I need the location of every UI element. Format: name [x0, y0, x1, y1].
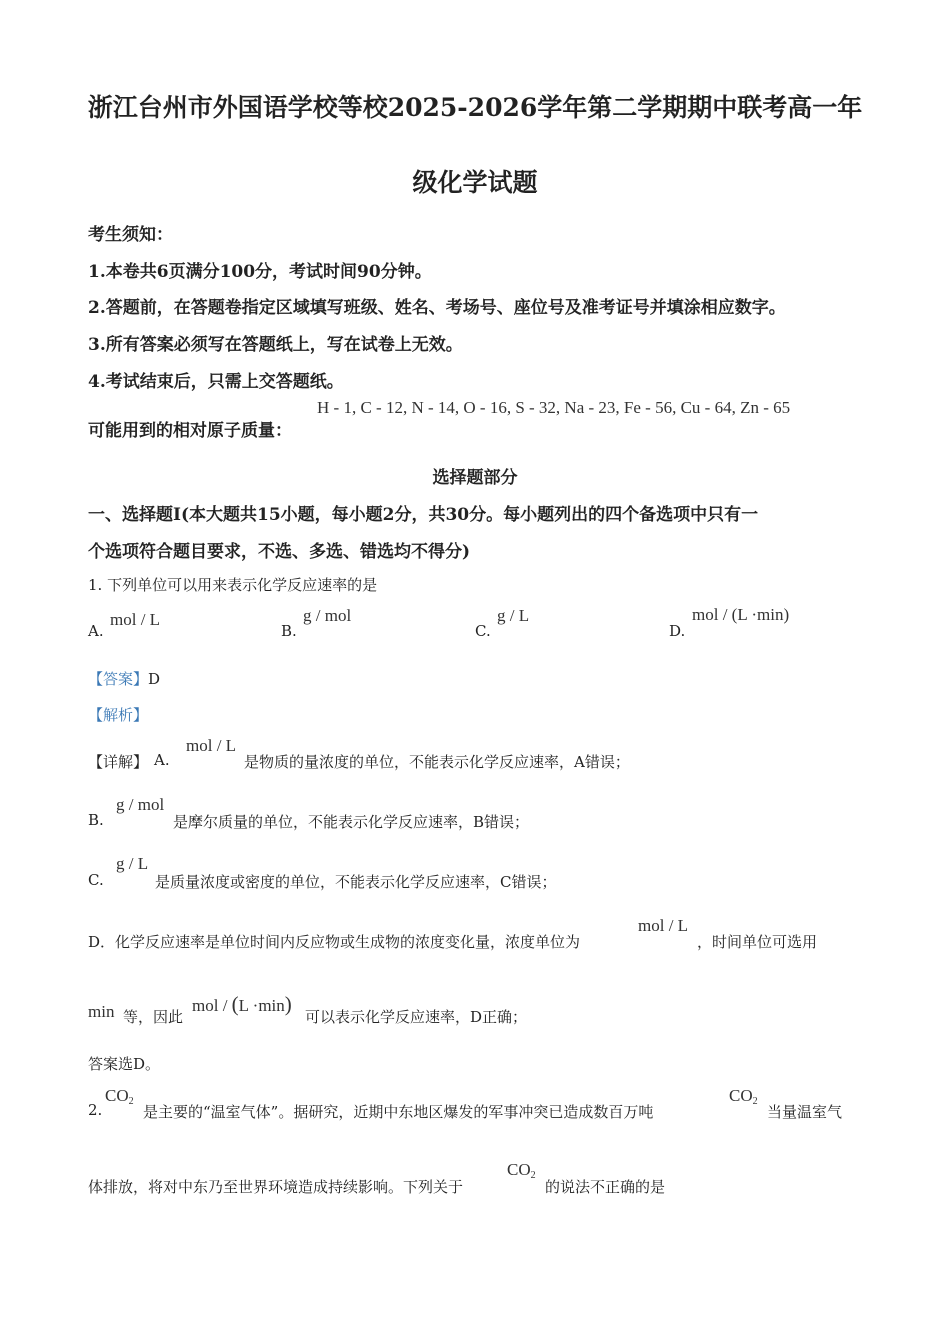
- part-instructions-line2: 个选项符合题目要求，不选、多选、错选均不得分): [88, 542, 471, 562]
- co2-formula-2: $CO_2$: [729, 1086, 758, 1107]
- detail-d-unit-1: mol / L: [638, 916, 689, 935]
- section-heading: 选择题部分: [432, 468, 518, 488]
- conclusion: 答案选D。: [88, 1055, 161, 1073]
- option-b-unit: g / mol: [303, 606, 352, 625]
- notice-item-1: 1.本卷共6页满分100分，考试时间90分钟。: [88, 262, 432, 282]
- notice-heading: 考生须知：: [88, 225, 173, 245]
- detail-c-unit: g / L: [116, 854, 149, 873]
- atomic-mass-values: H - 1, C - 12, N - 14, O - 16, S - 32, Na - 23, Fe - 56, Cu - 64, Zn - 65: [317, 398, 791, 417]
- detail-tag: 【详解】: [88, 753, 149, 771]
- notice-item-3: 3.所有答案必须写在答题纸上，写在试卷上无效。: [88, 335, 463, 355]
- option-a-letter: A.: [88, 622, 104, 640]
- option-b-letter: B.: [281, 622, 297, 640]
- detail-a-text: 是物质的量浓度的单位，不能表示化学反应速率，A错误；: [244, 753, 630, 771]
- option-d-unit: mol / (L ·min): [692, 605, 790, 624]
- question-2-number: 2.: [88, 1101, 103, 1119]
- detail-b-unit: g / mol: [116, 795, 165, 814]
- detail-c-text: 是质量浓度或密度的单位，不能表示化学反应速率，C错误；: [155, 873, 557, 891]
- question-2-text-1: 是主要的“温室气体”。据研究，近期中东地区爆发的军事冲突已造成数百万吨: [143, 1103, 654, 1121]
- detail-b-text: 是摩尔质量的单位，不能表示化学反应速率，B错误；: [173, 813, 530, 831]
- analysis-tag: 【解析】: [88, 706, 149, 724]
- question-1-stem: 1. 下列单位可以用来表示化学反应速率的是: [88, 576, 378, 594]
- page-title-line2: 级化学试题: [412, 168, 538, 197]
- detail-d-text-3: 等，因此: [123, 1008, 184, 1026]
- answer-value: D: [148, 670, 161, 688]
- option-c-letter: C.: [475, 622, 491, 640]
- page-title-line1: 浙江台州市外国语学校等校2025-2026学年第二学期期中联考高一年: [87, 93, 863, 122]
- answer-tag: 【答案】: [88, 670, 149, 688]
- detail-a-unit: mol / L: [186, 736, 237, 755]
- detail-d-unit-3: mol / (L ·min): [192, 992, 292, 1016]
- question-2-text-3: 体排放，将对中东乃至世界环境造成持续影响。下列关于: [88, 1178, 464, 1196]
- question-2-text-2: 当量温室气: [767, 1103, 843, 1121]
- notice-item-2: 2.答题前，在答题卷指定区域填写班级、姓名、考场号、座位号及准考证号并填涂相应数字。: [88, 298, 786, 318]
- detail-c-letter: C.: [88, 871, 104, 889]
- detail-b-letter: B.: [88, 811, 104, 829]
- part-instructions-line1: 一、选择题I(本大题共15小题，每小题2分，共30分。每小题列出的四个备选项中只有一: [88, 505, 759, 525]
- detail-d-unit-2: min: [88, 1002, 115, 1021]
- detail-a-letter: A.: [154, 751, 170, 769]
- co2-formula-1: $CO_2$: [105, 1086, 134, 1107]
- detail-d-text-2: ，时间单位可选用: [697, 933, 818, 951]
- option-c-unit: g / L: [497, 606, 530, 625]
- question-2-text-4: 的说法不正确的是: [545, 1178, 666, 1196]
- option-a-unit: mol / L: [110, 610, 161, 629]
- co2-formula-3: $CO_2$: [507, 1160, 536, 1181]
- detail-d-unit-3-denominator: L ·min: [238, 996, 285, 1015]
- option-d-letter: D.: [669, 622, 686, 640]
- atomic-mass-label: 可能用到的相对原子质量：: [88, 421, 292, 441]
- detail-d-text-1: D．化学反应速率是单位时间内反应物或生成物的浓度变化量，浓度单位为: [88, 933, 581, 951]
- detail-d-unit-3-numerator: mol /: [192, 996, 232, 1015]
- notice-item-4: 4.考试结束后，只需上交答题纸。: [88, 372, 344, 392]
- detail-d-text-4: 可以表示化学反应速率，D正确；: [305, 1008, 528, 1026]
- answer-line: [88, 668, 160, 689]
